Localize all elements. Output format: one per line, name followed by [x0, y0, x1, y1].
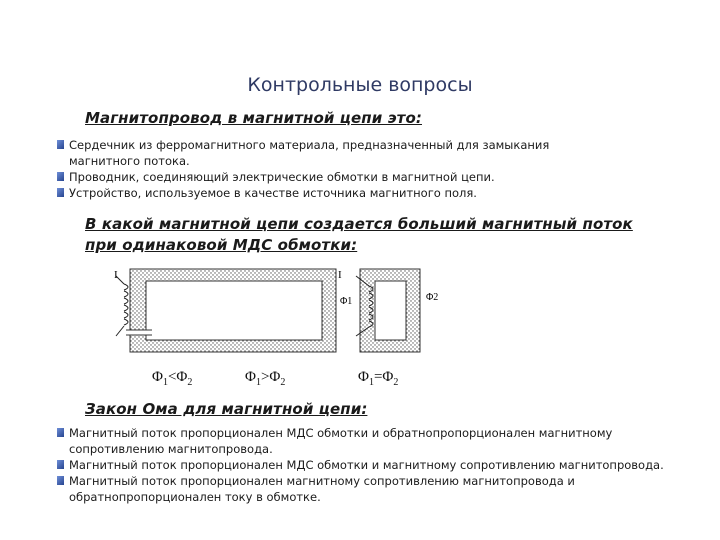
- flux-label-left: Φ1: [340, 296, 353, 307]
- question-1-options: [57, 137, 677, 201]
- answer-symbol: >Φ: [260, 369, 281, 385]
- answer-text: Устройство, используемое в качестве источника магнитного поля.: [69, 186, 477, 200]
- winding-lead-icon: [116, 326, 124, 336]
- bullet-icon: [57, 460, 64, 469]
- core-right: [338, 269, 438, 352]
- answer-symbol: Φ: [358, 369, 369, 385]
- answer-subscript: 2: [393, 377, 399, 388]
- question-3-options: [57, 425, 677, 505]
- bullet-icon: [57, 140, 64, 149]
- answer-text: Магнитный поток пропорционален МДС обмотки и магнитному сопротивлению магнитопровода.: [69, 458, 664, 472]
- answer-text: Проводник, соединяющий электрические обмотки в магнитной цепи.: [69, 170, 495, 184]
- flux-label-right: Φ2: [426, 292, 439, 303]
- core-left: [114, 269, 352, 352]
- answer-subscript: 1: [162, 377, 168, 388]
- answer-option-1-2[interactable]: [57, 169, 677, 185]
- bullet-icon: [57, 172, 64, 181]
- question-1-text: Магнитопровод в магнитной цепи это:: [85, 109, 422, 127]
- answer-symbol: Φ: [152, 369, 163, 385]
- answer-subscript: 1: [255, 377, 261, 388]
- page-title: Контрольные вопросы: [247, 74, 473, 96]
- answer-text-cont: обратнопропорционален току в обмотке.: [69, 490, 321, 504]
- answer-option-3-2[interactable]: [57, 457, 677, 473]
- bullet-icon: [57, 476, 64, 485]
- answer-option-1-3[interactable]: [57, 185, 677, 201]
- answer-text-cont: сопротивлению магнитопровода.: [69, 442, 273, 456]
- answer-text-cont: магнитного потока.: [69, 154, 190, 168]
- bullet-icon: [57, 428, 64, 437]
- answer-subscript: 2: [280, 377, 286, 388]
- question-2-text-line1: В какой магнитной цепи создается больший магнитный поток: [85, 215, 633, 233]
- winding-left: [124, 284, 128, 325]
- answer-subscript: 1: [368, 377, 374, 388]
- answer-option-1-1[interactable]: [57, 137, 677, 169]
- question-3-text: Закон Ома для магнитной цепи:: [85, 400, 368, 418]
- answer-symbol: Φ: [245, 369, 256, 385]
- answer-option-3-1[interactable]: [57, 425, 677, 457]
- current-label-left: I: [114, 269, 118, 281]
- answer-text: Магнитный поток пропорционален магнитному сопротивлению магнитопровода и: [69, 474, 575, 488]
- answer-subscript: 2: [187, 377, 193, 388]
- question-3: [85, 399, 367, 420]
- answer-symbol: <Φ: [167, 369, 188, 385]
- answer-option-2-1[interactable]: [152, 369, 192, 388]
- question-2: [85, 214, 633, 256]
- current-label-right: I: [338, 269, 342, 281]
- bullet-icon: [57, 188, 64, 197]
- question-2-text-line2: при одинаковой МДС обмотки:: [85, 236, 358, 254]
- answer-option-2-2[interactable]: [245, 369, 285, 388]
- answer-option-2-3[interactable]: [358, 369, 398, 388]
- question-1: [85, 108, 422, 129]
- answer-text: Магнитный поток пропорционален МДС обмотки и обратнопропорционален магнитному: [69, 426, 613, 440]
- answer-symbol: =Φ: [373, 369, 394, 385]
- answer-text: Сердечник из ферромагнитного материала, предназначенный для замыкания: [69, 138, 550, 152]
- answer-option-3-3[interactable]: [57, 473, 677, 505]
